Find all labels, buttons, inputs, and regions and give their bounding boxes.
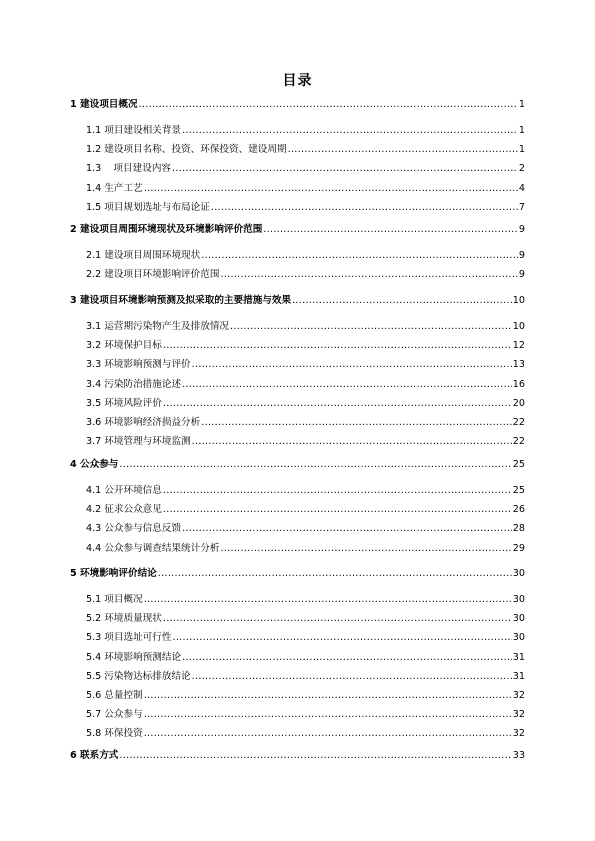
- toc-dot-leader: [263, 224, 518, 236]
- toc-page-number: 7: [518, 201, 525, 213]
- toc-subsection-entry[interactable]: [86, 319, 525, 333]
- toc-section-entry[interactable]: [70, 748, 525, 762]
- toc-entry-title: 4.2 征求公众意见: [86, 504, 162, 516]
- toc-page-number: 13: [512, 359, 525, 371]
- toc-section-entry[interactable]: [70, 293, 525, 307]
- toc-entry-title: 3 建设项目环境影响预测及拟采取的主要措施与效果: [70, 295, 292, 306]
- toc-dot-leader: [163, 613, 512, 625]
- toc-dot-leader: [139, 99, 518, 111]
- toc-subsection-entry[interactable]: [86, 248, 525, 262]
- toc-entry-title: 1.3 项目建设内容: [86, 163, 172, 175]
- toc-subsection-entry[interactable]: [86, 377, 525, 391]
- toc-title: 目录: [282, 73, 313, 89]
- toc-dot-leader: [192, 671, 512, 683]
- toc-dot-leader: [220, 543, 511, 555]
- toc-page-number: 25: [512, 485, 525, 496]
- toc-dot-leader: [119, 459, 511, 471]
- toc-page-number: 29: [512, 542, 525, 554]
- toc-entry-title: 3.3 环境影响预测与评价: [86, 359, 191, 371]
- toc-subsection-entry[interactable]: [86, 181, 525, 195]
- toc-section-entry[interactable]: [70, 222, 525, 236]
- toc-section-entry[interactable]: [70, 97, 525, 111]
- toc-section-entry[interactable]: [70, 457, 525, 471]
- toc-entry-title: 6 联系方式: [70, 750, 119, 761]
- toc-subsection-entry[interactable]: [86, 611, 525, 625]
- toc-subsection-entry[interactable]: [86, 483, 525, 497]
- toc-subsection-entry[interactable]: [86, 357, 525, 371]
- toc-dot-leader: [211, 202, 518, 214]
- toc-page-number: 9: [518, 250, 525, 261]
- toc-entry-title: 5.2 环境质量现状: [86, 613, 162, 625]
- toc-dot-leader: [220, 269, 517, 281]
- toc-dot-leader: [144, 183, 518, 195]
- toc-page-number: 31: [512, 670, 525, 682]
- toc-page-number: 9: [518, 269, 525, 281]
- toc-entry-title: 4.4 公众参与调查结果统计分析: [86, 542, 220, 554]
- toc-dot-leader: [201, 250, 518, 262]
- toc-dot-leader: [163, 398, 512, 410]
- toc-page-number: 30: [512, 568, 525, 579]
- toc-subsection-entry[interactable]: [86, 592, 525, 606]
- toc-entry-title: 5.6 总量控制: [86, 690, 143, 701]
- toc-dot-leader: [292, 295, 512, 307]
- toc-subsection-entry[interactable]: [86, 434, 525, 448]
- toc-entry-title: 5.1 项目概况: [86, 594, 143, 605]
- toc-dot-leader: [144, 690, 512, 702]
- toc-subsection-entry[interactable]: [86, 415, 525, 429]
- toc-dot-leader: [172, 163, 518, 175]
- toc-dot-leader: [163, 340, 512, 352]
- toc-entry-title: 1.2 建设项目名称、投资、环保投资、建设周期: [86, 144, 287, 156]
- toc-subsection-entry[interactable]: [86, 541, 525, 555]
- toc-page-number: 20: [512, 397, 525, 409]
- toc-page-number: 2: [518, 163, 525, 175]
- toc-entry-title: 1 建设项目概况: [70, 99, 138, 110]
- toc-dot-leader: [230, 321, 512, 333]
- toc-subsection-entry[interactable]: [86, 396, 525, 410]
- toc-dot-leader: [288, 144, 518, 156]
- toc-dot-leader: [192, 436, 512, 448]
- toc-page-number: 25: [512, 459, 525, 470]
- toc-page-number: 10: [512, 321, 525, 332]
- toc-page-number: 28: [512, 523, 525, 535]
- toc-entry-title: 1.5 项目规划选址与布局论证: [86, 201, 210, 213]
- toc-entry-title: 4.1 公开环境信息: [86, 485, 162, 496]
- toc-entry-title: 5.3 项目选址可行性: [86, 632, 172, 644]
- toc-subsection-entry[interactable]: [86, 521, 525, 535]
- toc-page-number: 1: [518, 99, 525, 110]
- toc-page-number: 32: [512, 690, 525, 701]
- toc-entry-title: 3.6 环境影响经济损益分析: [86, 417, 201, 428]
- toc-page-number: 22: [512, 436, 525, 448]
- toc-subsection-entry[interactable]: [86, 200, 525, 214]
- toc-subsection-entry[interactable]: [86, 502, 525, 516]
- toc-entry-title: 3.1 运营期污染物产生及排放情况: [86, 321, 230, 332]
- toc-page-number: 31: [512, 651, 525, 663]
- toc-dot-leader: [192, 359, 512, 371]
- toc-entry-title: 3.7 环境管理与环境监测: [86, 436, 191, 448]
- toc-subsection-entry[interactable]: [86, 726, 525, 740]
- toc-subsection-entry[interactable]: [86, 338, 525, 352]
- toc-dot-leader: [182, 379, 512, 391]
- toc-subsection-entry[interactable]: [86, 161, 525, 175]
- toc-entry-title: 5.7 公众参与: [86, 709, 143, 721]
- toc-entry-title: 2.1 建设项目周围环境现状: [86, 250, 201, 261]
- toc-entry-title: 2.2 建设项目环境影响评价范围: [86, 269, 220, 281]
- toc-page-number: 26: [512, 504, 525, 516]
- toc-page-number: 22: [512, 417, 525, 428]
- toc-entry-title: 5.5 污染物达标排放结论: [86, 670, 191, 682]
- toc-page-number: 10: [512, 295, 525, 306]
- toc-subsection-entry[interactable]: [86, 669, 525, 683]
- toc-dot-leader: [144, 709, 512, 721]
- toc-subsection-entry[interactable]: [86, 688, 525, 702]
- toc-entry-title: 4 公众参与: [70, 459, 119, 470]
- toc-dot-leader: [172, 632, 511, 644]
- toc-entry-title: 3.2 环境保护目标: [86, 340, 162, 352]
- toc-dot-leader: [201, 417, 512, 429]
- toc-dot-leader: [163, 504, 512, 516]
- toc-entry-title: 5 环境影响评价结论: [70, 568, 157, 579]
- toc-page-number: 1: [518, 125, 525, 136]
- toc-entry-title: 5.8 环保投资: [86, 728, 143, 740]
- toc-entry-title: 3.4 污染防治措施论述: [86, 378, 182, 390]
- toc-entry-title: 2 建设项目周围环境现状及环境影响评价范围: [70, 224, 263, 235]
- toc-section-entry[interactable]: [70, 566, 525, 580]
- toc-dot-leader: [144, 594, 512, 606]
- toc-subsection-entry[interactable]: [86, 707, 525, 721]
- toc-subsection-entry[interactable]: [86, 267, 525, 281]
- toc-dot-leader: [182, 125, 518, 137]
- toc-page-number: 30: [512, 594, 525, 605]
- toc-page-number: 1: [518, 144, 525, 156]
- toc-dot-leader: [163, 485, 512, 497]
- toc-page-number: 30: [512, 632, 525, 644]
- toc-page-number: 30: [512, 613, 525, 625]
- toc-dot-leader: [182, 523, 512, 535]
- toc-subsection-entry[interactable]: [86, 630, 525, 644]
- toc-page-number: 9: [518, 224, 525, 235]
- toc-dot-leader: [119, 750, 511, 762]
- toc-entry-title: 1.4 生产工艺: [86, 182, 143, 194]
- toc-entry-title: 3.5 环境风险评价: [86, 397, 162, 409]
- toc-entry-title: 1.1 项目建设相关背景: [86, 125, 182, 136]
- toc-page-number: 4: [518, 182, 525, 194]
- toc-subsection-entry[interactable]: [86, 650, 525, 664]
- toc-page-number: 12: [512, 340, 525, 352]
- toc-entry-title: 5.4 环境影响预测结论: [86, 651, 182, 663]
- toc-dot-leader: [158, 568, 512, 580]
- toc-dot-leader: [144, 728, 512, 740]
- toc-subsection-entry[interactable]: [86, 123, 525, 137]
- toc-subsection-entry[interactable]: [86, 142, 525, 156]
- toc-dot-leader: [182, 652, 512, 664]
- toc-page-number: 32: [512, 728, 525, 740]
- toc-page-number: 33: [512, 750, 525, 761]
- toc-page-number: 32: [512, 709, 525, 721]
- toc-page-number: 16: [512, 378, 525, 390]
- toc-entry-title: 4.3 公众参与信息反馈: [86, 523, 182, 535]
